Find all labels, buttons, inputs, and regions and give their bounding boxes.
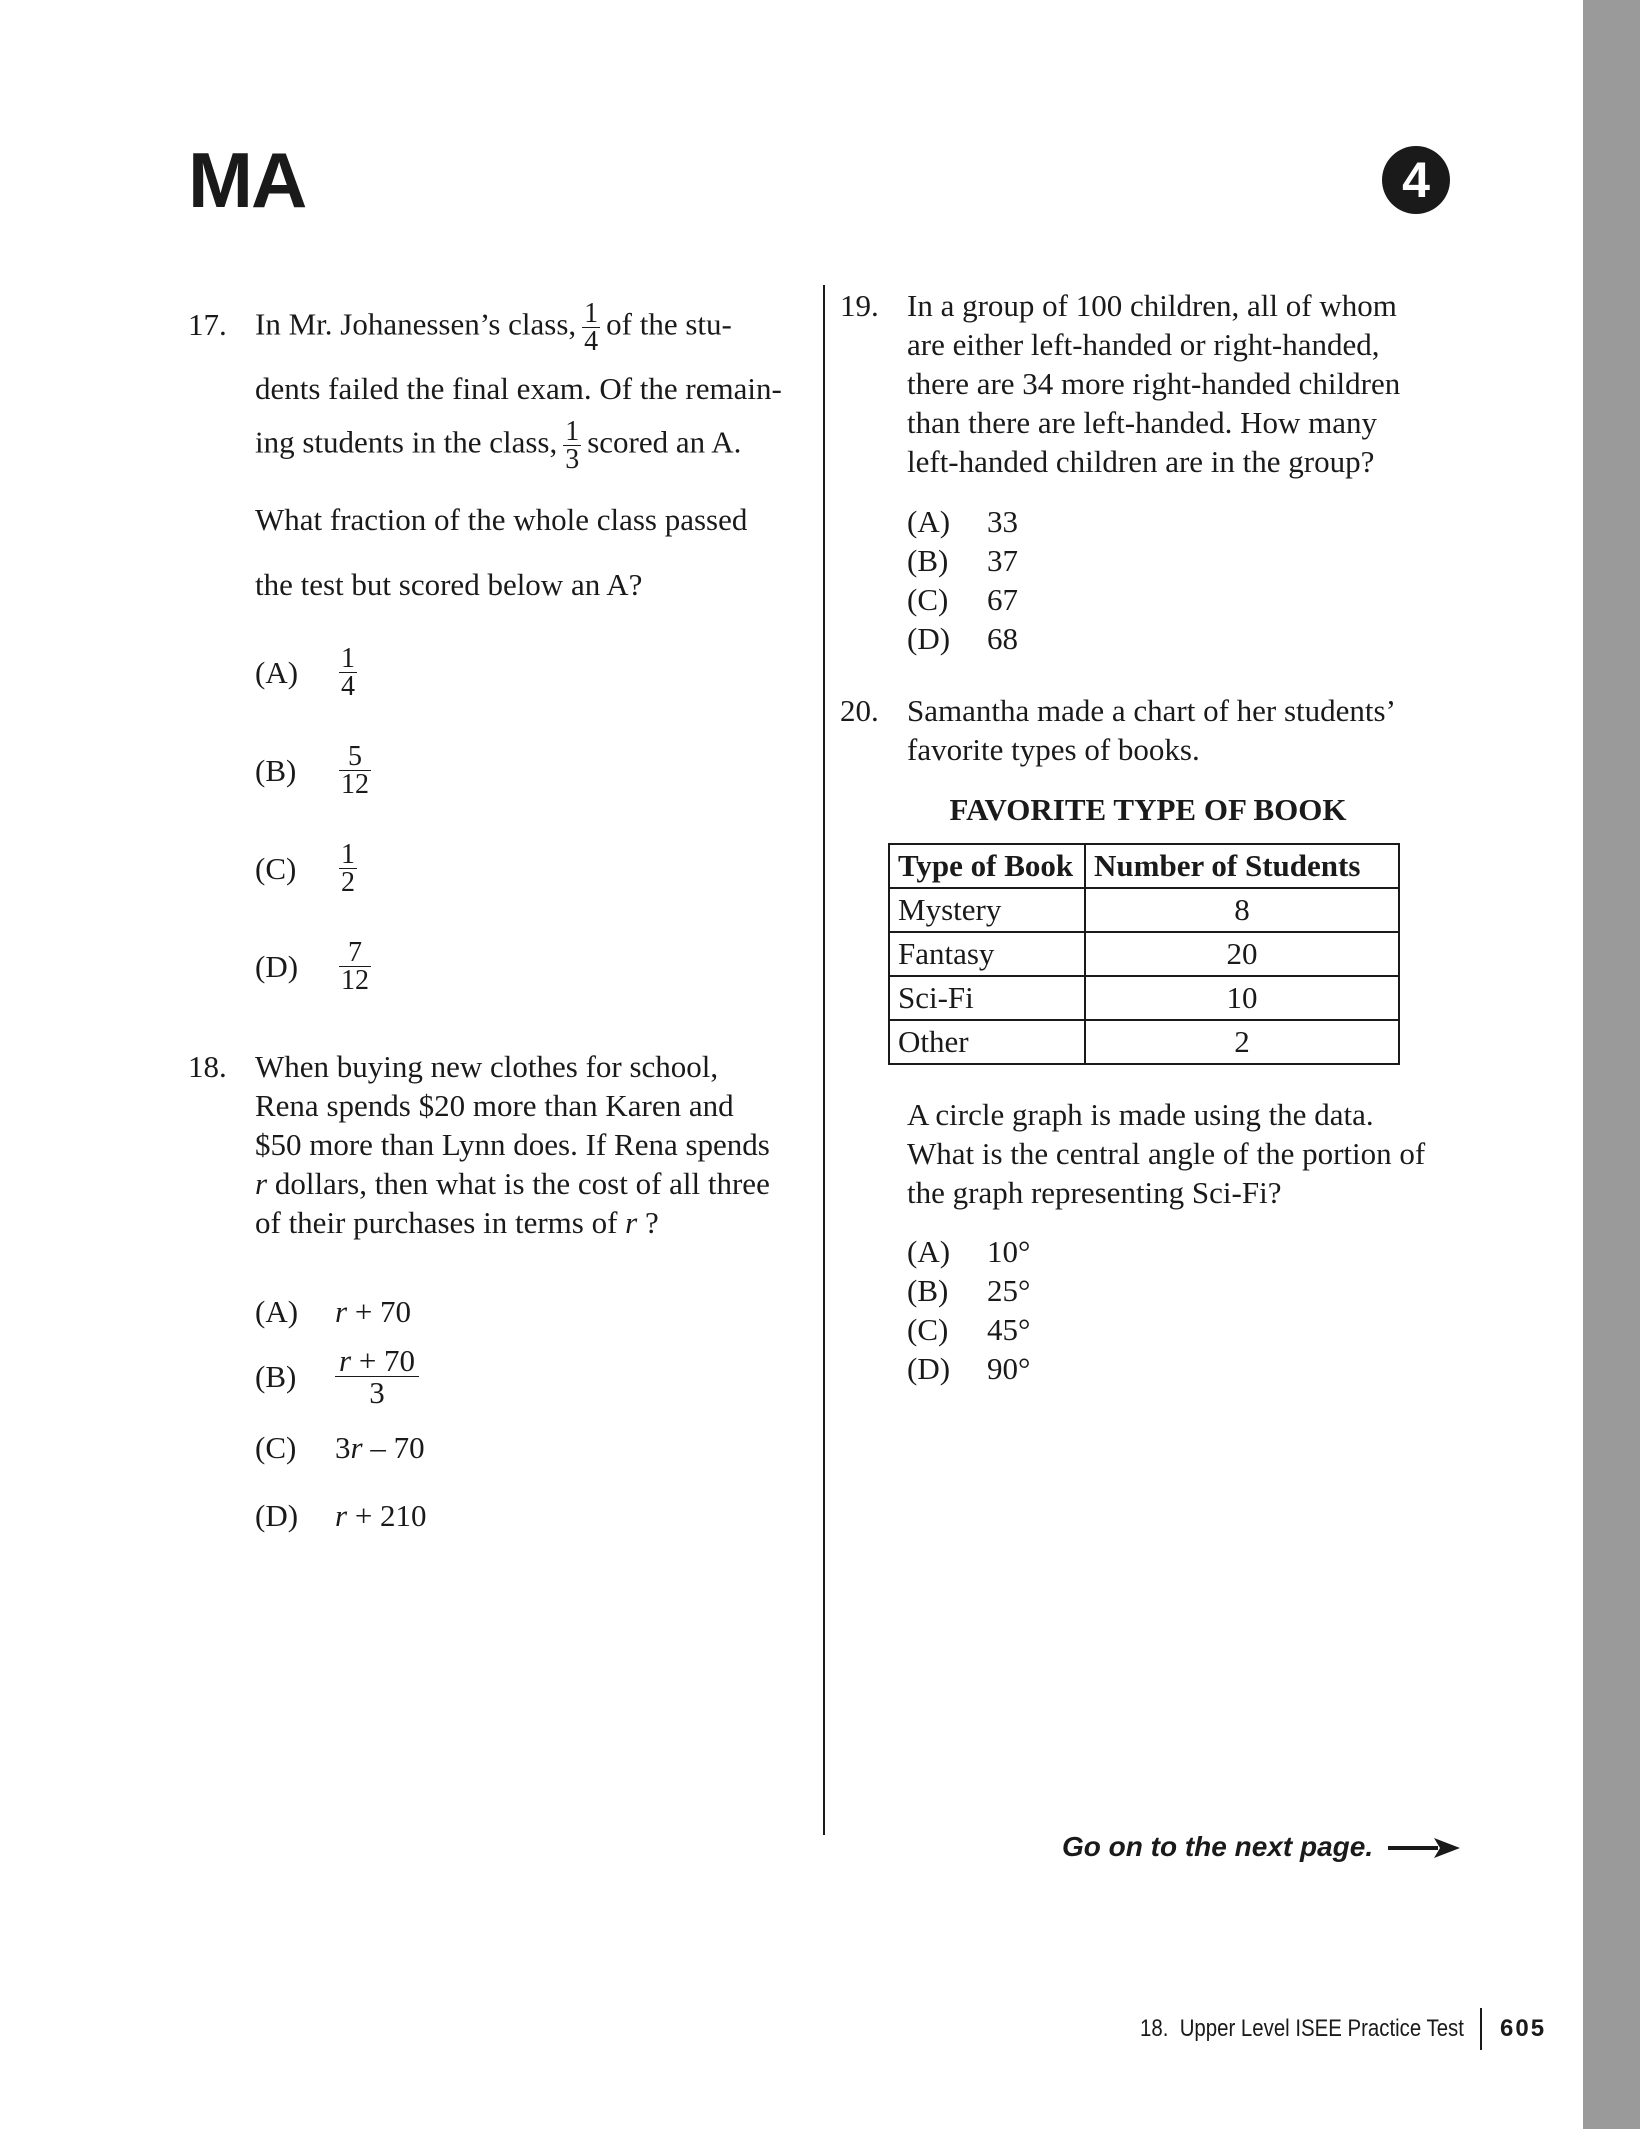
question-stem-line: What fraction of the whole class passed bbox=[255, 502, 748, 537]
numerator: 1 bbox=[584, 298, 599, 329]
table-cell: Fantasy bbox=[889, 932, 1085, 976]
table-row bbox=[889, 1020, 1399, 1064]
question-stem-line: A circle graph is made using the data. bbox=[907, 1097, 1374, 1132]
question-stem-line: Samantha made a chart of her students’ bbox=[907, 693, 1396, 728]
fraction bbox=[582, 300, 600, 355]
question-stem-line bbox=[255, 418, 741, 473]
option-label: (A) bbox=[255, 655, 299, 690]
option-value: 68 bbox=[987, 621, 1018, 656]
answer-option-d[interactable] bbox=[907, 619, 1018, 658]
table-header-row bbox=[889, 844, 1399, 888]
option-label: (C) bbox=[255, 851, 297, 886]
option-label: (C) bbox=[255, 1430, 297, 1465]
variable: r bbox=[625, 1205, 638, 1240]
footer-divider bbox=[1480, 2008, 1482, 2050]
page-number: 605 bbox=[1500, 2015, 1547, 2042]
option-value: + 70 bbox=[347, 1294, 412, 1329]
option-value: + 210 bbox=[347, 1498, 427, 1533]
question-number: 19. bbox=[840, 288, 879, 323]
table-cell: 8 bbox=[1085, 888, 1399, 932]
stem-text: ing students in the class, bbox=[255, 424, 558, 460]
option-label: (C) bbox=[907, 1312, 949, 1347]
column-header: Number of Students bbox=[1085, 844, 1399, 888]
question-stem-line: In a group of 100 children, all of whom bbox=[907, 288, 1397, 323]
option-value: 90° bbox=[987, 1351, 1031, 1386]
question-18 bbox=[188, 1047, 808, 1547]
question-stem-line: left-handed children are in the group? bbox=[907, 444, 1375, 479]
answer-option-d[interactable] bbox=[255, 1496, 427, 1535]
stem-text: scored an A. bbox=[587, 424, 742, 460]
arrow-right-icon bbox=[1388, 1838, 1460, 1858]
fraction bbox=[563, 418, 581, 473]
question-17 bbox=[188, 300, 808, 1000]
answer-option-b[interactable] bbox=[907, 541, 1018, 580]
table-row bbox=[889, 932, 1399, 976]
question-number: 17. bbox=[188, 307, 227, 342]
variable: r bbox=[335, 1498, 348, 1533]
stem-text: In Mr. Johanessen’s class, bbox=[255, 306, 577, 342]
question-stem-line: Rena spends $20 more than Karen and bbox=[255, 1088, 734, 1123]
stem-text: dollars, then what is the cost of all three bbox=[267, 1166, 770, 1201]
table-cell: 10 bbox=[1085, 976, 1399, 1020]
option-label: (B) bbox=[255, 1359, 297, 1394]
option-label: (D) bbox=[255, 1498, 299, 1533]
answer-option-d[interactable] bbox=[255, 939, 371, 994]
answer-option-a[interactable] bbox=[255, 645, 357, 700]
answer-option-b[interactable] bbox=[255, 743, 371, 798]
question-stem-line: the graph representing Sci-Fi? bbox=[907, 1175, 1282, 1210]
table-cell: 2 bbox=[1085, 1020, 1399, 1064]
table-cell: 20 bbox=[1085, 932, 1399, 976]
question-stem-line: the test but scored below an A? bbox=[255, 567, 643, 602]
question-stem-line: $50 more than Lynn does. If Rena spends bbox=[255, 1127, 770, 1162]
answer-option-a[interactable] bbox=[907, 1232, 1030, 1271]
denominator: 12 bbox=[341, 965, 369, 996]
numerator: 1 bbox=[341, 643, 355, 674]
denominator: 3 bbox=[565, 444, 580, 475]
favorite-book-table bbox=[888, 843, 1400, 1065]
option-value: 45° bbox=[987, 1312, 1031, 1347]
option-value: 25° bbox=[987, 1273, 1031, 1308]
answer-option-b[interactable] bbox=[907, 1271, 1030, 1310]
option-value: 67 bbox=[987, 582, 1018, 617]
option-value: 37 bbox=[987, 543, 1018, 578]
variable: r bbox=[339, 1343, 352, 1378]
option-label: (B) bbox=[907, 1273, 949, 1308]
answer-option-c[interactable] bbox=[255, 1428, 425, 1467]
question-20-prompt bbox=[840, 1095, 1460, 1395]
option-value: + 70 bbox=[351, 1343, 416, 1378]
option-label: (A) bbox=[255, 1294, 299, 1329]
fraction bbox=[335, 1345, 419, 1408]
question-stem-line: are either left-handed or right-handed, bbox=[907, 327, 1380, 362]
option-value: – 70 bbox=[362, 1430, 425, 1465]
option-label: (A) bbox=[907, 1234, 951, 1269]
option-value: 33 bbox=[987, 504, 1018, 539]
stem-text: of the stu- bbox=[606, 306, 732, 342]
question-20 bbox=[840, 691, 1460, 791]
denominator: 12 bbox=[341, 769, 369, 800]
question-stem-line: there are 34 more right-handed children bbox=[907, 366, 1401, 401]
numerator: 5 bbox=[339, 743, 371, 771]
next-page-prompt: Go on to the next page. bbox=[1062, 1831, 1374, 1862]
numerator bbox=[335, 1345, 419, 1377]
answer-option-c[interactable] bbox=[907, 1310, 1030, 1349]
option-label: (B) bbox=[255, 753, 297, 788]
table-cell: Mystery bbox=[889, 888, 1085, 932]
fraction bbox=[339, 841, 357, 896]
variable: r bbox=[335, 1294, 348, 1329]
answer-option-a[interactable] bbox=[255, 1292, 411, 1331]
numerator: 1 bbox=[565, 416, 580, 447]
question-stem-line: dents failed the final exam. Of the remain- bbox=[255, 371, 782, 406]
question-stem-line: When buying new clothes for school, bbox=[255, 1049, 719, 1084]
option-label: (A) bbox=[907, 504, 951, 539]
fraction bbox=[339, 645, 357, 700]
denominator: 4 bbox=[584, 326, 599, 357]
numerator: 7 bbox=[339, 939, 371, 967]
column-divider bbox=[823, 285, 825, 1835]
table-row bbox=[889, 888, 1399, 932]
answer-option-a[interactable] bbox=[907, 502, 1018, 541]
numerator: 1 bbox=[341, 839, 355, 870]
question-stem-line bbox=[255, 1164, 770, 1203]
table-cell: Other bbox=[889, 1020, 1085, 1064]
question-stem-line bbox=[255, 300, 732, 355]
option-label: (C) bbox=[907, 582, 949, 617]
variable: r bbox=[350, 1430, 363, 1465]
question-number: 20. bbox=[840, 693, 879, 728]
table-row bbox=[889, 976, 1399, 1020]
question-stem-line bbox=[255, 1203, 659, 1242]
option-label: (B) bbox=[907, 543, 949, 578]
option-value: 10° bbox=[987, 1234, 1031, 1269]
table-title: FAVORITE TYPE OF BOOK bbox=[949, 792, 1347, 827]
answer-option-b[interactable] bbox=[255, 1345, 419, 1408]
side-edge-bar bbox=[1583, 0, 1640, 2129]
table-cell: Sci-Fi bbox=[889, 976, 1085, 1020]
section-number-badge: 4 bbox=[1382, 146, 1450, 214]
denominator: 4 bbox=[341, 671, 355, 702]
denominator: 3 bbox=[369, 1375, 385, 1410]
answer-option-d[interactable] bbox=[907, 1349, 1030, 1388]
option-label: (D) bbox=[255, 949, 299, 984]
variable: r bbox=[255, 1166, 268, 1201]
coefficient: 3 bbox=[335, 1430, 351, 1465]
question-stem-line: What is the central angle of the portion of bbox=[907, 1136, 1426, 1171]
stem-text: of their purchases in terms of bbox=[255, 1205, 626, 1240]
question-number: 18. bbox=[188, 1049, 227, 1084]
answer-option-c[interactable] bbox=[255, 841, 357, 896]
fraction bbox=[339, 743, 371, 798]
option-label: (D) bbox=[907, 1351, 951, 1386]
question-stem-line: favorite types of books. bbox=[907, 732, 1200, 767]
fraction bbox=[339, 939, 371, 994]
answer-option-c[interactable] bbox=[907, 580, 1018, 619]
question-stem-line: than there are left-handed. How many bbox=[907, 405, 1377, 440]
option-label: (D) bbox=[907, 621, 951, 656]
column-header: Type of Book bbox=[889, 844, 1085, 888]
stem-text: ? bbox=[637, 1205, 659, 1240]
question-19 bbox=[840, 286, 1460, 666]
chapter-footer: 18. Upper Level ISEE Practice Test bbox=[1140, 2015, 1464, 2042]
section-title: MA bbox=[188, 136, 306, 224]
denominator: 2 bbox=[341, 867, 355, 898]
